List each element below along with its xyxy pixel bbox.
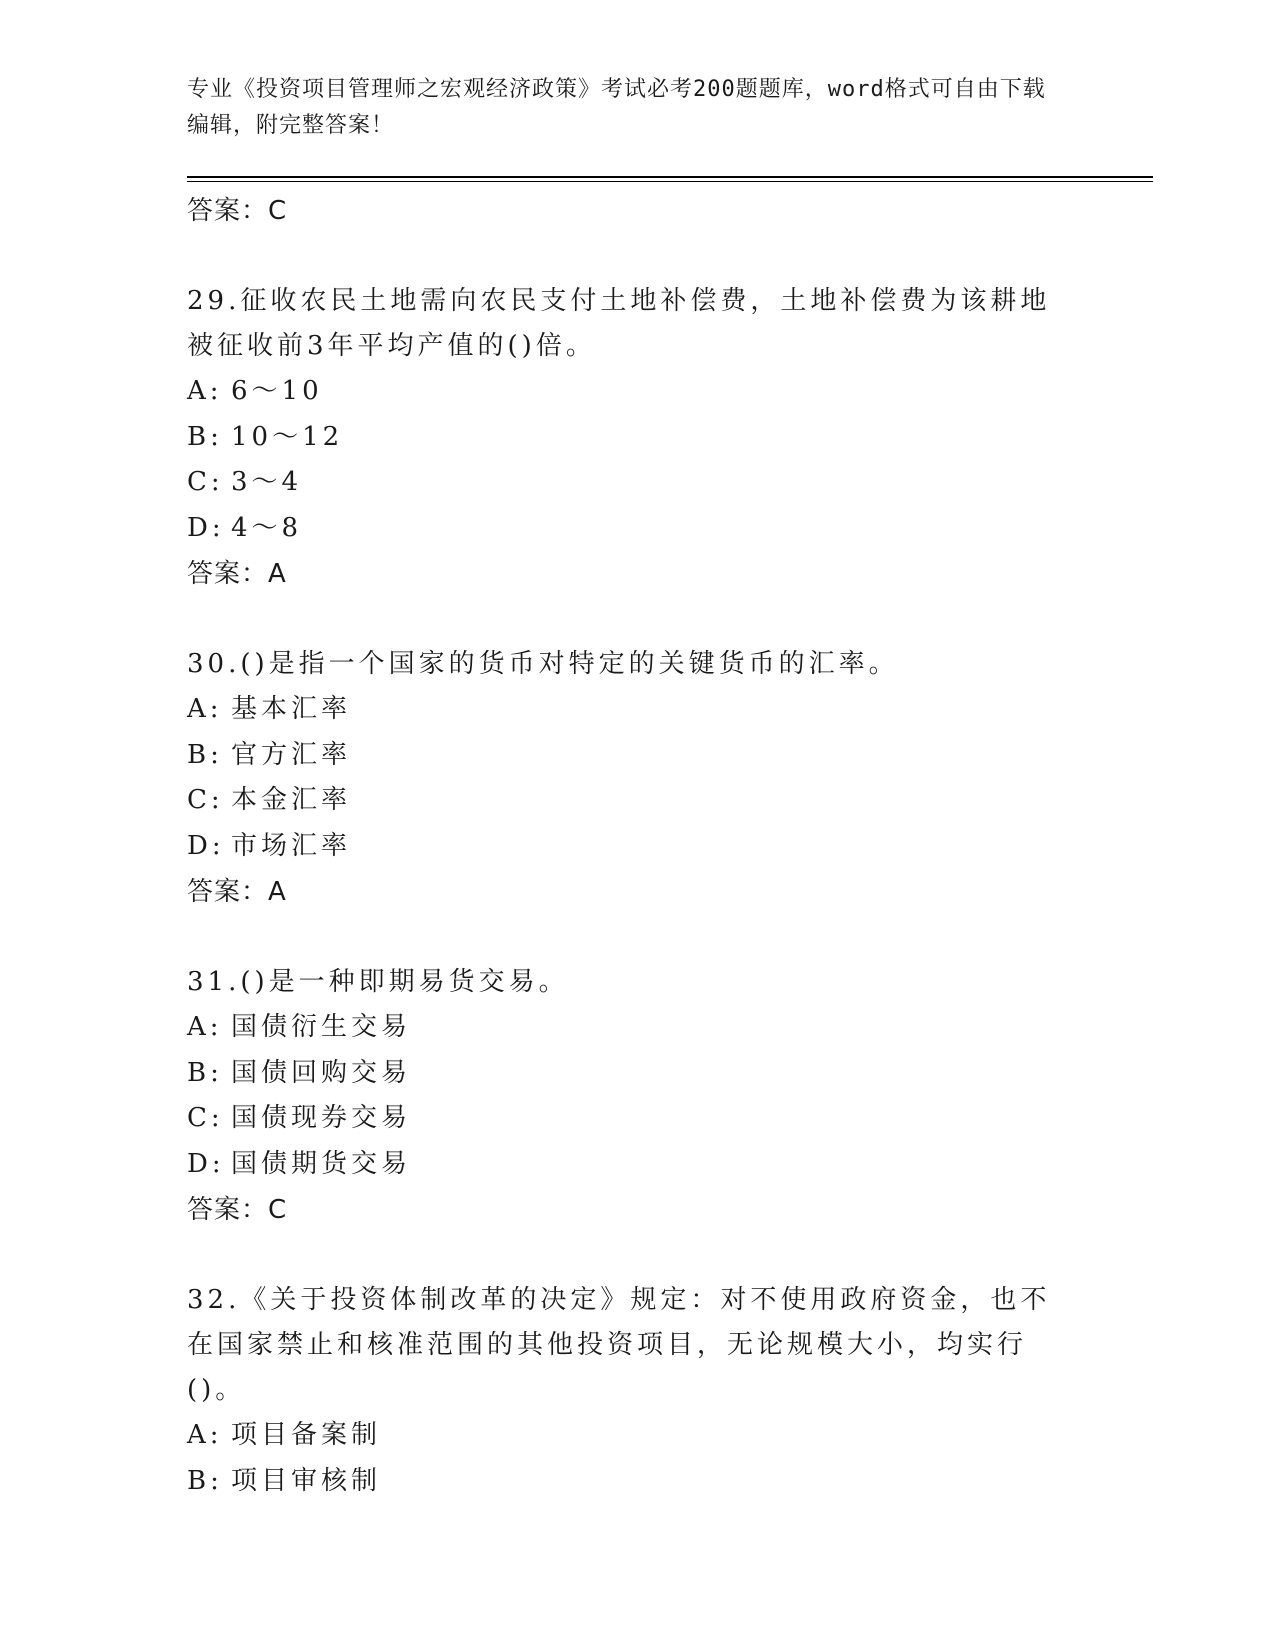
- option-letter: A:: [187, 1012, 223, 1042]
- option-text: 国债回购交易: [231, 1057, 412, 1088]
- option-text: 国债衍生交易: [231, 1012, 412, 1042]
- option-text: 国债期货交易: [231, 1148, 412, 1179]
- option-text: 本金汇率: [231, 785, 352, 815]
- option-b: [187, 733, 1087, 779]
- option-text: 10～12: [231, 421, 344, 452]
- header-divider-thin: [187, 181, 1153, 182]
- option-letter: D:: [187, 512, 225, 543]
- option-text: 基本汇率: [231, 694, 352, 724]
- option-letter: A:: [187, 376, 223, 406]
- option-letter: B:: [187, 421, 223, 452]
- spacer: [187, 1233, 1087, 1278]
- option-letter: D:: [187, 830, 225, 861]
- option-c: [187, 460, 1087, 506]
- question-stem: 29.征收农民土地需向农民支付土地补偿费，土地补偿费为该耕地被征收前3年平均产值的()倍。: [187, 286, 1051, 361]
- option-letter: A:: [187, 1420, 223, 1450]
- question-block: [187, 960, 1087, 1233]
- option-letter: B:: [187, 1057, 223, 1088]
- option-d: [187, 506, 1087, 552]
- answer-line: 答案：A: [187, 559, 287, 589]
- option-a: [187, 1005, 1087, 1051]
- option-a: [187, 1413, 1087, 1459]
- option-c: [187, 778, 1087, 824]
- question-stem: 31.()是一种即期易货交易。: [187, 967, 569, 997]
- question-stem: 30.()是指一个国家的货币对特定的关键货币的汇率。: [187, 649, 899, 679]
- page-header: 专业《投资项目管理师之宏观经济政策》考试必考200题题库，word格式可自由下载编辑，附完整答案！: [187, 77, 1046, 138]
- header-divider-thick: [187, 176, 1153, 178]
- option-text: 4～8: [231, 512, 303, 543]
- spacer: [187, 597, 1087, 642]
- option-letter: D:: [187, 1148, 225, 1179]
- option-letter: C:: [187, 467, 224, 497]
- option-c: [187, 1096, 1087, 1142]
- option-letter: C:: [187, 1103, 224, 1133]
- option-letter: B:: [187, 1465, 223, 1496]
- option-b: [187, 1459, 1087, 1505]
- option-b: [187, 1051, 1087, 1097]
- option-d: [187, 1142, 1087, 1188]
- question-block: [187, 642, 1087, 915]
- option-text: 3～4: [231, 467, 303, 497]
- option-text: 项目审核制: [231, 1465, 382, 1496]
- question-block: [187, 279, 1087, 597]
- option-letter: A:: [187, 694, 223, 724]
- option-text: 6～10: [231, 376, 323, 406]
- option-d: [187, 824, 1087, 870]
- answer-line: 答案：C: [187, 1195, 288, 1225]
- question-stem: 32.《关于投资体制改革的决定》规定：对不使用政府资金，也不在国家禁止和核准范围的其他投资项目，无论规模大小，均实行()。: [187, 1285, 1051, 1405]
- option-b: [187, 415, 1087, 461]
- option-text: 官方汇率: [231, 739, 352, 770]
- spacer: [187, 234, 1087, 279]
- option-a: [187, 687, 1087, 733]
- spacer: [187, 915, 1087, 960]
- option-text: 项目备案制: [231, 1420, 382, 1450]
- question-block: [187, 1278, 1087, 1504]
- option-text: 国债现券交易: [231, 1103, 412, 1133]
- question-list: [187, 188, 1087, 1504]
- answer-line: 答案：A: [187, 877, 287, 907]
- option-letter: C:: [187, 785, 224, 815]
- option-text: 市场汇率: [231, 830, 352, 861]
- option-a: [187, 369, 1087, 415]
- answer-line: 答案：C: [187, 196, 288, 226]
- option-letter: B:: [187, 739, 223, 770]
